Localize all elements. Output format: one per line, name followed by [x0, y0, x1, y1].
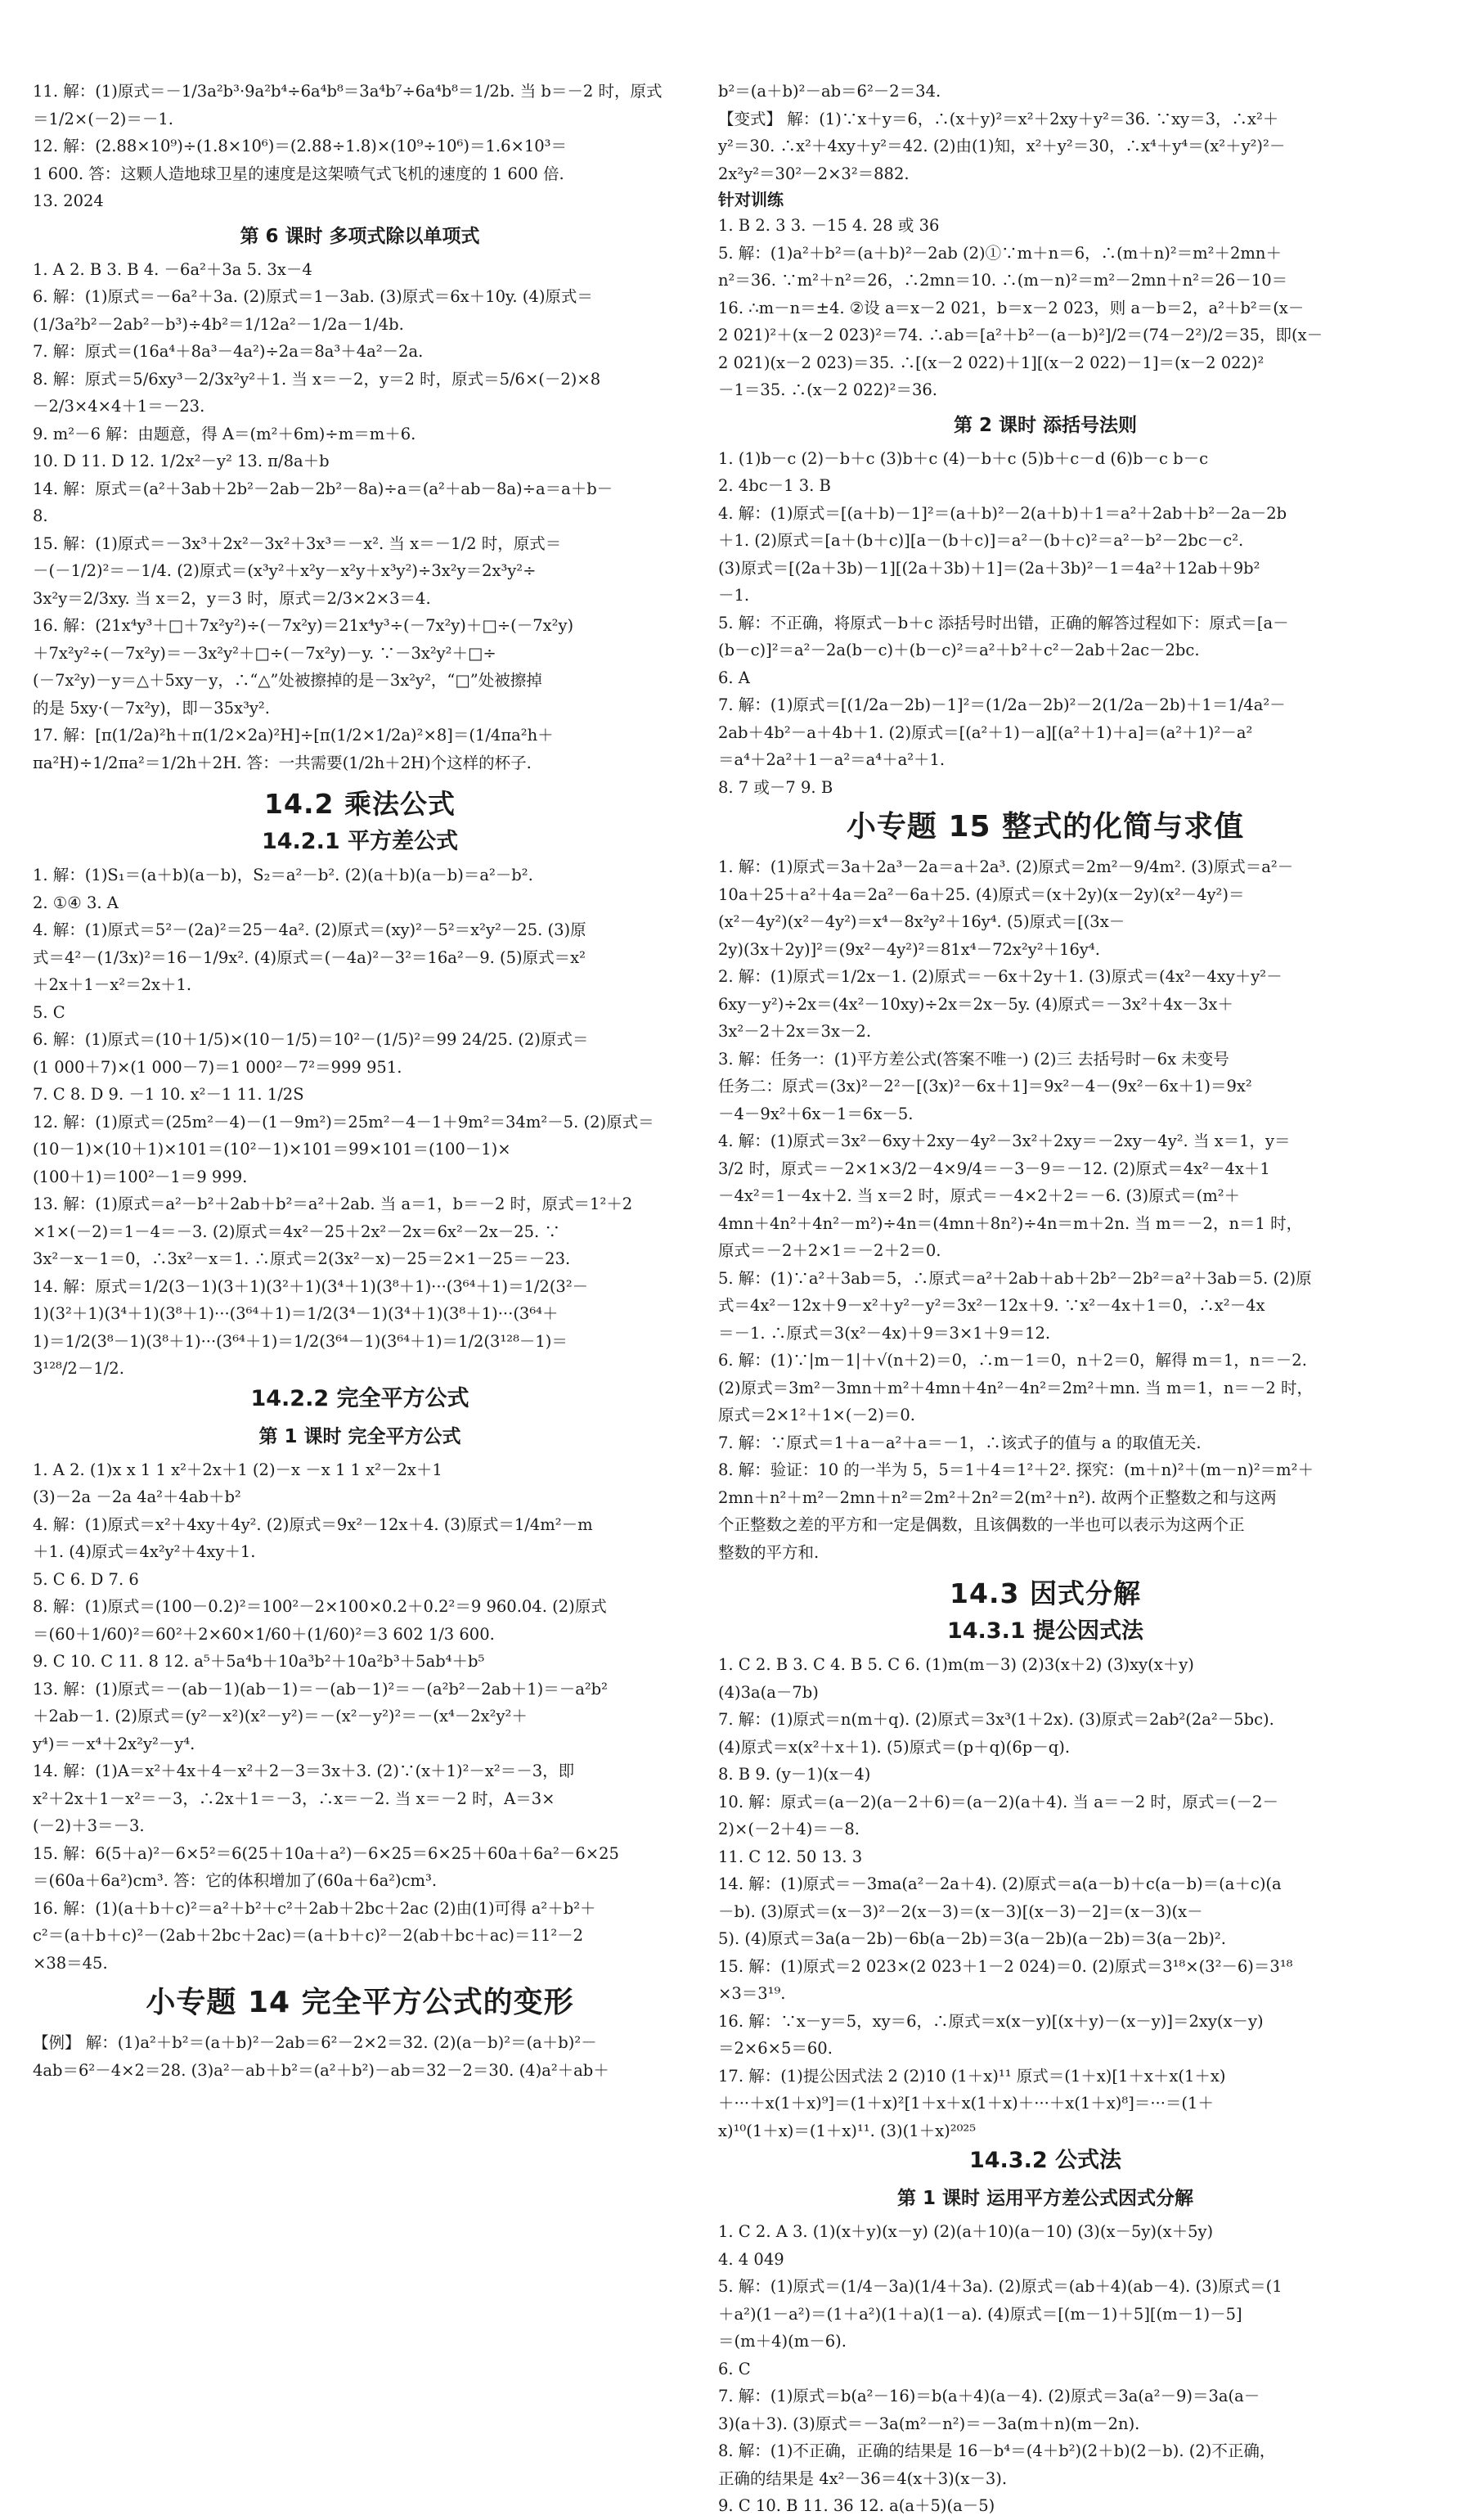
topic15-heading: 小专题 15 整式的化简与求值 [846, 810, 1245, 844]
answer-line: －b). (3)原式＝(x－3)²－2(x－3)＝(x－3)[(x－3)－2]＝(x－3)(x－ [718, 1901, 1203, 1921]
answer-line: 11. C 12. 50 13. 3 [718, 1847, 863, 1866]
answer-line: 14. 解：(1)A＝x²＋4x＋4－x²＋2－3＝3x＋3. (2)∵(x＋1)²－x²＝－3，即 [33, 1762, 575, 1780]
answer-line: 15. 解：(1)原式＝－3x³＋2x²－3x²＋3x³＝－x². 当 x＝－1/2 时，原式＝ [33, 533, 562, 553]
right-part6 [718, 2218, 1372, 2520]
answer-line: 8. [33, 506, 48, 525]
answer-line: (b－c)]²＝a²－2a(b－c)＋(b－c)²＝a²＋b²＋c²－2ab＋2ac－2bc. [718, 641, 1200, 659]
answer-line: ＋7x²y²÷(－7x²y)＝－3x²y²＋□÷(－7x²y)－y. ∵－3x²y²＋□÷ [33, 643, 496, 663]
answer-line: ×3＝3¹⁹. [718, 1984, 786, 2003]
answer-line: 5). (4)原式＝3a(a－2b)－6b(a－2b)＝3(a－2b)(a－2b)＝3(a－2b)². [718, 1929, 1226, 1948]
answer-line: 16. 解：(21x⁴y³＋□＋7x²y²)÷(－7x²y)＝21x⁴y³÷(－7x²y)＋□÷(－7x²y) [33, 616, 574, 635]
answer-line: x)¹⁰(1＋x)＝(1＋x)¹¹. (3)(1＋x)²⁰²⁵ [718, 2121, 977, 2140]
section-14-3-heading: 14.3 因式分解 [950, 1577, 1141, 1609]
answer-line: 1. (1)b－c (2)－b＋c (3)b＋c (4)－b＋c (5)b＋c－d (6)b－c b－c [718, 448, 1209, 468]
subsection-14-3-2-heading: 14.3.2 公式法 [968, 2148, 1122, 2173]
answer-line: 11. 解：(1)原式＝－1/3a²b³·9a²b⁴÷6a⁴b⁸＝3a⁴b⁷÷6a⁴b⁸＝1/2b. 当 b＝－2 时，原式 [33, 82, 663, 101]
answer-line: 2ab＋4b²－a＋4b＋1. (2)原式＝[(a²＋1)－a][(a²＋1)＋a]＝(a²＋1)²－a² [718, 722, 1253, 742]
answer-line: 6. A [718, 668, 750, 687]
answer-line: 4. 解：(1)原式＝x²＋4xy＋4y². (2)原式＝9x²－12x＋4. (3)原式＝1/4m²－m [33, 1514, 593, 1534]
answer-line: 5. 解：(1)原式＝(1/4－3a)(1/4＋3a). (2)原式＝(ab＋4)(ab－4). (3)原式＝(1 [718, 2277, 1283, 2296]
answer-line: 1. C 2. B 3. C 4. B 5. C 6. (1)m(m－3) (2)3(x＋2) (3)xy(x＋y) [718, 1655, 1194, 1674]
answer-line: 1. 解：(1)原式＝3a＋2a³－2a＝a＋2a³. (2)原式＝2m²－9/4m². (3)原式＝a²－ [718, 857, 1294, 876]
answer-line: 3x²－x－1＝0，∴3x²－x＝1. ∴原式＝2(3x²－x)－25＝2×1－25＝－23. [33, 1249, 571, 1268]
answer-line: ＝1/2×(－2)＝－1. [33, 109, 173, 128]
answer-line: 4. 解：(1)原式＝[(a＋b)－1]²＝(a＋b)²－2(a＋b)＋1＝a²＋2ab＋b²－2a－2b [718, 503, 1287, 523]
answer-line: 正确的结果是 4x²－36＝4(x＋3)(x－3). [718, 2468, 1008, 2488]
answer-line: 8. 解：(1)不正确，正确的结果是 16－b⁴＝(4＋b²)(2＋b)(2－b). (2)不正确， [718, 2441, 1276, 2460]
answer-line: (－7x²y)－y＝△＋5xy－y，∴“△”处被擦掉的是－3x²y²，“□”处被擦掉 [33, 671, 542, 690]
answer-line: 1. A 2. B 3. B 4. －6a²＋3a 5. 3x－4 [33, 259, 312, 279]
answer-line: 6. 解：(1)原式＝－6a²＋3a. (2)原式＝1－3ab. (3)原式＝6x＋10y. (4)原式＝ [33, 287, 593, 306]
answer-line: －1＝35. ∴(x－2 022)²＝36. [718, 380, 937, 399]
answer-line: －4x²＝1－4x＋2. 当 x＝2 时，原式＝－4×2＋2＝－6. (3)原式＝(m²＋ [718, 1186, 1241, 1205]
right-column [718, 78, 1372, 2520]
answer-line: 7. C 8. D 9. －1 10. x²－1 11. 1/2S [33, 1085, 304, 1104]
answer-line: 4ab＝6²－4×2＝28. (3)a²－ab＋b²＝(a²＋b²)－ab＝32－2＝30. (4)a²＋ab＋ [33, 2060, 609, 2080]
answer-line: (4)原式＝x(x²＋x＋1). (5)原式＝(p＋q)(6p－q). [718, 1737, 1071, 1757]
answer-line: (1/3a²b²－2ab²－b³)÷4b²＝1/12a²－1/2a－1/4b. [33, 314, 404, 334]
answer-line: ＋a²)(1－a²)＝(1＋a²)(1＋a)(1－a). (4)原式＝[(m－1)＋5][(m－1)－5] [718, 2304, 1242, 2324]
left-column [33, 78, 687, 2084]
answer-line: ＝(60a＋6a²)cm³. 答：它的体积增加了(60a＋6a²)cm³. [33, 1871, 438, 1890]
answer-line: 【例】 解：(1)a²＋b²＝(a＋b)²－2ab＝6²－2×2＝32. (2)(a－b)²＝(a＋b)²－ [33, 2033, 597, 2052]
answer-line: 7. 解：∵原式＝1＋a－a²＋a＝－1，∴该式子的值与 a 的取值无关. [718, 1433, 1202, 1452]
answer-line: 7. 解：(1)原式＝[(1/2a－2b)－1]²＝(1/2a－2b)²－2(1/2a－2b)＋1＝1/4a²－ [718, 695, 1286, 714]
answer-line: 14. 解：原式＝(a²＋3ab＋2b²－2ab－2b²－8a)÷a＝(a²＋ab－8a)÷a＝a＋b－ [33, 479, 613, 498]
answer-line: 3/2 时，原式＝－2×1×3/2－4×9/4＝－3－9＝－12. (2)原式＝4x²－4x＋1 [718, 1159, 1270, 1178]
answer-line: 2)×(－2＋4)＝－8. [718, 1820, 860, 1838]
answer-line: 1. 解：(1)S₁＝(a＋b)(a－b)，S₂＝a²－b². (2)(a＋b)(a－b)＝a²－b². [33, 866, 533, 884]
answer-line: 6. 解：(1)∵|m－1|＋√(n＋2)＝0，∴m－1＝0，n＋2＝0，解得 m＝1，n＝－2. [718, 1351, 1307, 1370]
answer-line: 10. 解：原式＝(a－2)(a－2＋6)＝(a－2)(a＋4). 当 a＝－2 时，原式＝(－2－ [718, 1792, 1278, 1811]
left-part4 [33, 1456, 687, 1978]
answer-line: 式＝4x²－12x＋9－x²＋y²－y²＝3x²－12x＋9. ∵x²－4x＋1＝0，∴x²－4x [718, 1296, 1265, 1315]
answer-line: 10a＋25＋a²＋4a＝2a²－6a＋25. (4)原式＝(x＋2y)(x－2y)(x²－4y²)＝ [718, 884, 1245, 904]
answer-line: ＋1. (2)原式＝[a＋(b＋c)][a－(b＋c)]＝a²－(b＋c)²＝a²－b²－2bc－c². [718, 531, 1244, 550]
answer-line: －4－9x²＋6x－1＝6x－5. [718, 1104, 914, 1123]
answer-line: 3¹²⁸/2－1/2. [33, 1359, 124, 1378]
answer-line: 1. C 2. A 3. (1)(x＋y)(x－y) (2)(a＋10)(a－10) (3)(x－5y)(x＋5y) [718, 2222, 1214, 2241]
answer-line: ＋1. (4)原式＝4x²y²＋4xy＋1. [33, 1542, 256, 1561]
answer-line: 1)＝1/2(3⁸－1)(3⁸＋1)···(3⁶⁴＋1)＝1/2(3⁶⁴－1)(3⁶⁴＋1)＝1/2(3¹²⁸－1)＝ [33, 1331, 568, 1351]
right-part5 [718, 1651, 1372, 2144]
answer-line: 2y)(3x＋2y)]²＝(9x²－4y²)²＝81x⁴－72x²y²＋16y⁴. [718, 939, 1100, 959]
answer-line: －1. [718, 586, 750, 605]
answer-line: 16. ∴m－n＝±4. ②设 a＝x－2 021，b＝x－2 023，则 a－b＝2，a²＋b²＝(x－ [718, 298, 1305, 317]
left-part2 [33, 256, 687, 777]
answer-line: x²＋2x＋1－x²＝－3，∴2x＋1＝－3，∴x＝－2. 当 x＝－2 时，A＝3× [33, 1789, 555, 1808]
answer-line: c²＝(a＋b＋c)²－(2ab＋2bc＋2ac)＝(a＋b＋c)²－2(ab＋bc＋ac)＝11²－2 [33, 1926, 584, 1945]
answer-line: ＝－1. ∴原式＝3(x²－4x)＋9＝3×1＋9＝12. [718, 1323, 1051, 1343]
answer-line: 13. 解：(1)原式＝－(ab－1)(ab－1)＝－(ab－1)²＝－(a²b²－2ab＋1)＝－a²b² [33, 1679, 608, 1699]
answer-line: ＝a⁴＋2a²＋1－a²＝a⁴＋a²＋1. [718, 750, 946, 769]
answer-line: 8. 解：(1)原式＝(100－0.2)²＝100²－2×100×0.2＋0.2²＝9 960.04. (2)原式 [33, 1597, 607, 1616]
answer-line: 6xy－y²)÷2x＝(4x²－10xy)÷2x＝2x－5y. (4)原式＝－3x²＋4x－3x＋ [718, 994, 1233, 1014]
right-part3 [718, 445, 1372, 802]
answer-line: 2mn＋n²＋m²－2mn＋n²＝2m²＋2n²＝2(m²＋n²). 故两个正整数之和与这两 [718, 1487, 1277, 1507]
answer-line: (100＋1)＝100²－1＝9 999. [33, 1167, 248, 1186]
answer-line: 3)(a＋3). (3)原式＝－3a(m²－n²)＝－3a(m＋n)(m－2n). [718, 2414, 1140, 2433]
left-part3 [33, 862, 687, 1383]
answer-line: 原式＝－2＋2×1＝－2＋2＝0. [718, 1241, 941, 1260]
answer-line: 15. 解：(1)原式＝2 023×(2 023＋1－2 024)＝0. (2)原式＝3¹⁸×(3²－6)＝3¹⁸ [718, 1956, 1293, 1976]
answer-line: ×38＝45. [33, 1953, 108, 1973]
answer-line: n²＝36. ∵m²＋n²＝26，∴2mn＝10. ∴(m－n)²＝m²－2mn＋n²＝26－10＝ [718, 271, 1288, 290]
answer-line: ＋2ab－1. (2)原式＝(y²－x²)(x²－y²)＝－(x²－y²)²＝－(x⁴－2x²y²＋ [33, 1707, 528, 1726]
answer-line: 14. 解：(1)原式＝－3ma(a²－2a＋4). (2)原式＝a(a－b)＋c(a－b)＝(a＋c)(a [718, 1874, 1282, 1893]
answer-line: 7. 解：(1)原式＝b(a²－16)＝b(a＋4)(a－4). (2)原式＝3a(a²－9)＝3a(a－ [718, 2387, 1260, 2405]
answer-line: 原式＝2×1²＋1×(－2)＝0. [718, 1406, 915, 1424]
answer-line: 式＝4²－(1/3x)²＝16－1/9x². (4)原式＝(－4a)²－3²＝16a²－9. (5)原式＝x² [33, 947, 586, 967]
answer-line: 8. 7 或－7 9. B [718, 777, 833, 797]
answer-line: 1. A 2. (1)x x 1 1 x²＋2x＋1 (2)－x －x 1 1 x²－2x＋1 [33, 1460, 442, 1479]
answer-line: 2x²y²＝30²－2×3²＝882. [718, 164, 910, 183]
answer-line: πa²H)÷1/2πa²＝1/2h＋2H. 答：一共需要(1/2h＋2H)个这样的杯子. [33, 753, 532, 772]
answer-line: 13. 2024 [33, 191, 104, 210]
topic14-heading: 小专题 14 完全平方公式的变形 [146, 1986, 574, 2019]
section-14-2-heading: 14.2 乘法公式 [264, 788, 456, 820]
answer-line: －2/3×4×4＋1＝－23. [33, 397, 205, 416]
answer-line: 15. 解：6(5＋a)²－6×5²＝6(25＋10a＋a²)－6×25＝6×25＋60a＋6a²－6×25 [33, 1843, 619, 1863]
answer-line: 16. 解：∵x－y＝5，xy＝6，∴原式＝x(x－y)[(x＋y)－(x－y)]＝2xy(x－y) [718, 2011, 1264, 2031]
answer-line: 7. 解：(1)原式＝n(m＋q). (2)原式＝3x³(1＋2x). (3)原式＝2ab²(2a²－5bc). [718, 1710, 1274, 1729]
answer-line: (3)－2a －2a 4a²＋4ab＋b² [33, 1487, 241, 1506]
answer-line: ＝2×6×5＝60. [718, 2039, 833, 2058]
training-heading: 针对训练 [718, 190, 784, 209]
answer-line: 9. m²－6 解：由题意，得 A＝(m²＋6m)÷m＝m＋6. [33, 424, 416, 443]
answer-line: 12. 解：(2.88×10⁹)÷(1.8×10⁶)＝(2.88÷1.8)×(10⁹÷10⁶)＝1.6×10³＝ [33, 137, 567, 155]
answer-line: 2. 4bc－1 3. B [718, 476, 831, 495]
answer-line: 整数的平方和. [718, 1542, 820, 1562]
left-part1 [33, 78, 687, 215]
answer-line: ＋···＋x(1＋x)⁹]＝(1＋x)²[1＋x＋x(1＋x)＋···＋x(1＋x)⁸]＝···＝(1＋ [718, 2094, 1214, 2113]
answer-line: 4. 4 049 [718, 2249, 784, 2269]
answer-line: ＝(m＋4)(m－6). [718, 2332, 847, 2351]
lesson2-heading: 第 2 课时 添括号法则 [953, 414, 1138, 436]
answer-line: 17. 解：[π(1/2a)²h＋π(1/2×2a)²H]÷[π(1/2×1/2a)²×8]＝(1/4πa²h＋ [33, 726, 554, 745]
answer-line: －(－1/2)²＝－1/4. (2)原式＝(x³y²＋x²y－x²y＋x³y²)÷3x²y＝2x³y²÷ [33, 561, 537, 580]
answer-line: 8. 解：原式＝5/6xy³－2/3x²y²＋1. 当 x＝－2，y＝2 时，原式＝5/6×(－2)×8 [33, 369, 601, 389]
answer-line: ＝(60＋1/60)²＝60²＋2×60×1/60＋(1/60)²＝3 602 1/3 600. [33, 1624, 495, 1644]
right-part1 [718, 78, 1372, 187]
answer-line: 2. 解：(1)原式＝1/2x－1. (2)原式＝－6x＋2y＋1. (3)原式＝(4x²－4xy＋y²－ [718, 967, 1283, 986]
right-part4 [718, 853, 1372, 1566]
answer-line: 13. 解：(1)原式＝a²－b²＋2ab＋b²＝a²＋2ab. 当 a＝1，b＝－2 时，原式＝1²＋2 [33, 1195, 633, 1213]
answer-line: 1. B 2. 3 3. －15 4. 28 或 36 [718, 216, 940, 235]
answer-line: b²＝(a＋b)²－ab＝6²－2＝34. [718, 82, 941, 101]
answer-line: (x²－4y²)(x²－4y²)＝x⁴－8x²y²＋16y⁴. (5)原式＝[(3x－ [718, 912, 1125, 931]
lesson1-heading: 第 1 课时 完全平方公式 [258, 1425, 461, 1447]
answer-line: 2 021)²＋(x－2 023)²＝74. ∴ab＝[a²＋b²－(a－b)²]/2＝(74－2²)/2＝35，即(x－ [718, 326, 1323, 344]
lesson1-factoring-heading: 第 1 课时 运用平方差公式因式分解 [896, 2188, 1194, 2209]
answer-line: 1 600. 答：这颗人造地球卫星的速度是这架喷气式飞机的速度的 1 600 倍. [33, 164, 564, 183]
answer-line: 5. 解：(1)a²＋b²＝(a＋b)²－2ab (2)①∵m＋n＝6，∴(m＋n)²＝m²＋2mn＋ [718, 243, 1282, 263]
answer-line: 16. 解：(1)(a＋b＋c)²＝a²＋b²＋c²＋2ab＋2bc＋2ac (2)由(1)可得 a²＋b²＋ [33, 1898, 596, 1918]
answer-line: 6. 解：(1)原式＝(10＋1/5)×(10－1/5)＝10²－(1/5)²＝99 24/25. (2)原式＝ [33, 1030, 589, 1049]
answer-line: 4. 解：(1)原式＝5²－(2a)²＝25－4a². (2)原式＝(xy)²－5²＝x²y²－25. (3)原 [33, 920, 586, 939]
answer-line: 14. 解：原式＝1/2(3－1)(3＋1)(3²＋1)(3⁴＋1)(3⁸＋1)···(3⁶⁴＋1)＝1/2(3²－ [33, 1276, 589, 1296]
answer-line: 10. D 11. D 12. 1/2x²－y² 13. π/8a＋b [33, 452, 330, 470]
answer-line: (4)3a(a－7b) [718, 1682, 819, 1702]
answer-line: 4mn＋4n²＋4n²－m²)÷4n＝(4mn＋8n²)÷4n＝m＋2n. 当 m＝－2，n＝1 时， [718, 1213, 1303, 1233]
answer-line: 9. C 10. B 11. 36 12. a(a＋5)(a－5) [718, 2496, 995, 2515]
answer-line: 【变式】 解：(1)∵x＋y＝6，∴(x＋y)²＝x²＋2xy＋y²＝36. ∵xy＝3，∴x²＋ [718, 109, 1279, 128]
lesson6-heading: 第 6 课时 多项式除以单项式 [240, 225, 480, 247]
answer-line: (1 000＋7)×(1 000－7)＝1 000²－7²＝999 951. [33, 1057, 402, 1077]
answer-line: 5. 解：不正确，将原式－b＋c 添括号时出错，正确的解答过程如下：原式＝[a－ [718, 613, 1289, 632]
answer-line: 3. 解：任务一：(1)平方差公式(答案不唯一) (2)三 去括号时－6x 未变号 [718, 1049, 1229, 1069]
answer-line: y⁴)＝－x⁴＋2x²y²－y⁴. [33, 1734, 195, 1753]
answer-line: 17. 解：(1)提公因式法 2 (2)10 (1＋x)¹¹ 原式＝(1＋x)[1＋x＋x(1＋x) [718, 2066, 1226, 2086]
answer-line: 5. 解：(1)∵a²＋3ab＝5，∴原式＝a²＋2ab＋ab＋2b²－2b²＝a²＋3ab＝5. (2)原 [718, 1268, 1312, 1288]
answer-line: 8. B 9. (y－1)(x－4) [718, 1765, 871, 1784]
answer-line: 12. 解：(1)原式＝(25m²－4)－(1－9m²)＝25m²－4－1＋9m²＝34m²－5. (2)原式＝ [33, 1112, 654, 1132]
answer-line: 任务二：原式＝(3x)²－2²－[(3x)²－6x＋1]＝9x²－4－(9x²－6x＋1)＝9x² [718, 1077, 1252, 1096]
answer-line: 6. C [718, 2359, 751, 2378]
subsection-14-3-1-heading: 14.3.1 提公因式法 [946, 1618, 1144, 1644]
answer-line: 2. ①④ 3. A [33, 893, 119, 912]
answer-line: (2)原式＝3m²－3mn＋m²＋4mn＋4n²－4n²＝2m²＋mn. 当 m＝1，n＝－2 时， [718, 1378, 1314, 1397]
answer-line: 的是 5xy·(－7x²y)，即－35x³y². [33, 698, 270, 718]
answer-line: 8. 解：验证：10 的一半为 5，5＝1＋4＝1²＋2². 探究：(m＋n)²＋(m－n)²＝m²＋ [718, 1460, 1314, 1479]
answer-line: 3x²－2＋2x＝3x－2. [718, 1022, 872, 1041]
answer-line: y²＝30. ∴x²＋4xy＋y²＝42. (2)由(1)知，x²＋y²＝30，∴x⁴＋y⁴＝(x²＋y²)²－ [718, 137, 1286, 155]
answer-line: (10－1)×(10＋1)×101＝(10²－1)×101＝99×101＝(100－1)× [33, 1140, 511, 1159]
answer-line: (－2)＋3＝－3. [33, 1816, 145, 1835]
answer-line: 7. 解：原式＝(16a⁴＋8a³－4a²)÷2a＝8a³＋4a²－2a. [33, 342, 424, 361]
answer-line: 9. C 10. C 11. 8 12. a⁵＋5a⁴b＋10a³b²＋10a²b³＋5ab⁴＋b⁵ [33, 1652, 485, 1671]
answer-line: 2 021)(x－2 023)＝35. ∴[(x－2 022)＋1][(x－2 022)－1]＝(x－2 022)² [718, 353, 1265, 372]
answer-line: 5. C 6. D 7. 6 [33, 1569, 139, 1589]
subsection-14-2-1-heading: 14.2.1 平方差公式 [261, 829, 459, 854]
left-part5 [33, 2029, 687, 2084]
answer-line: 1)(3²＋1)(3⁴＋1)(3⁸＋1)···(3⁶⁴＋1)＝1/2(3⁴－1)(3⁴＋1)(3⁸＋1)···(3⁶⁴＋ [33, 1304, 559, 1323]
answer-line: 个正整数之差的平方和一定是偶数，且该偶数的一半也可以表示为这两个正 [718, 1515, 1245, 1534]
subsection-14-2-2-heading: 14.2.2 完全平方公式 [250, 1385, 469, 1411]
answer-line: ＋2x＋1－x²＝2x＋1. [33, 975, 192, 994]
answer-line: 3x²y＝2/3xy. 当 x＝2，y＝3 时，原式＝2/3×2×3＝4. [33, 588, 431, 608]
right-part2 [718, 212, 1372, 404]
answer-line: (3)原式＝[(2a＋3b)－1][(2a＋3b)＋1]＝(2a＋3b)²－1＝4a²＋12ab＋9b² [718, 558, 1260, 578]
answer-line: ×1×(－2)＝1－4＝－3. (2)原式＝4x²－25＋2x²－2x＝6x²－2x－25. ∵ [33, 1222, 560, 1241]
answer-line: 5. C [33, 1002, 65, 1022]
answer-line: 4. 解：(1)原式＝3x²－6xy＋2xy－4y²－3x²＋2xy＝－2xy－4y². 当 x＝1，y＝ [718, 1132, 1291, 1150]
